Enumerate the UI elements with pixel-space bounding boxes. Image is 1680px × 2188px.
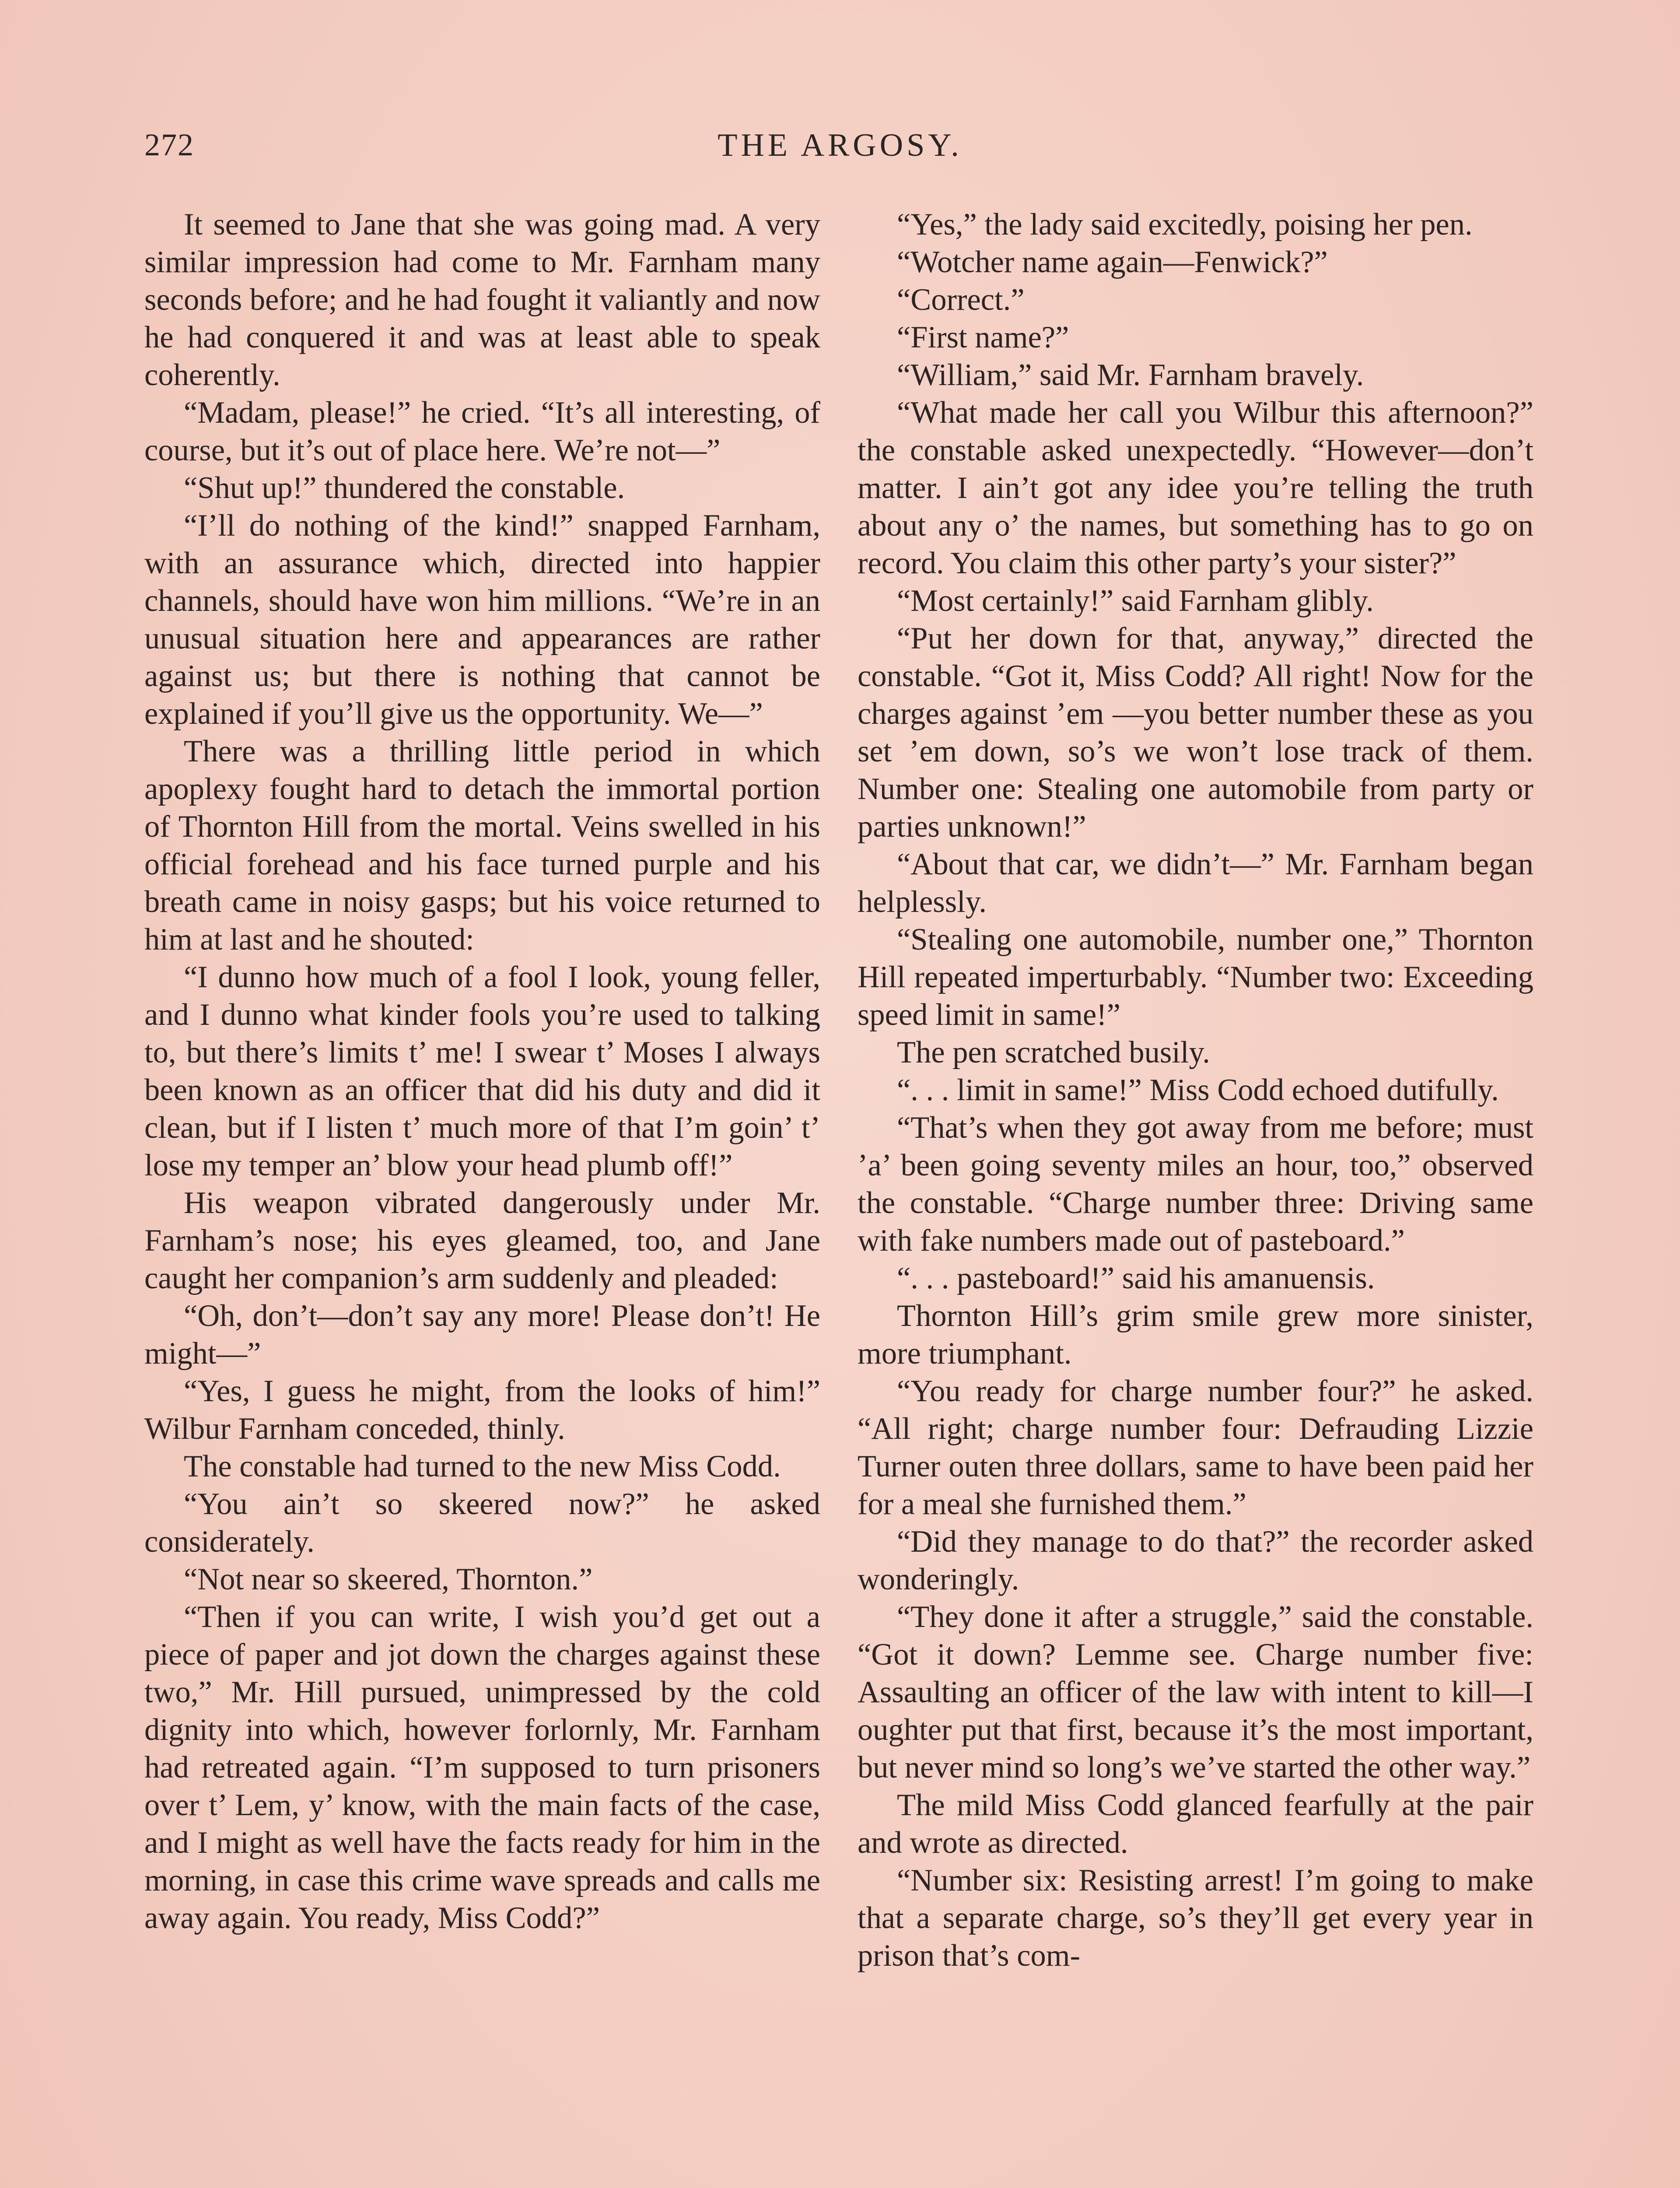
paragraph: The pen scratched busily. [897, 1035, 1210, 1069]
paragraph: “What made her call you Wilbur this afternoon?” the constable asked unexpectedly. “However—don’t matter. I ain’t got any idee you’re telling the truth about any o’ the names, but something has to go on record. You claim this other party’s your sister?” [858, 396, 1533, 580]
paragraph: “First name?” [897, 320, 1069, 354]
right-column [858, 206, 1533, 1974]
paragraph: “Yes, I guess he might, from the looks of him!” Wilbur Farnham conceded, thinly. [144, 1374, 820, 1446]
paragraph: “Yes,” the lady said excitedly, poising her pen. [897, 207, 1473, 242]
paragraph: “Oh, don’t—don’t say any more! Please don’t! He might—” [144, 1299, 820, 1371]
paragraph: “You ready for charge number four?” he asked. “All right; charge number four: Defrauding Lizzie Turner outen three dollars, same to have been paid her for a meal she furnished them.” [858, 1374, 1533, 1521]
paragraph: “. . . pasteboard!” said his amanuensis. [897, 1261, 1375, 1295]
paragraph: It seemed to Jane that she was going mad. A very similar impression had come to Mr. Farnham many seconds before; and he had fought it valiantly and now he had conquered it and was at least able to speak coherently. [144, 207, 820, 392]
paragraph: “. . . limit in same!” Miss Codd echoed dutifully. [897, 1073, 1499, 1107]
paragraph: “Shut up!” thundered the constable. [184, 471, 625, 505]
page-number: 272 [144, 127, 194, 162]
paragraph: “Number six: Resisting arrest! I’m going to make that a separate charge, so’s they’ll get every year in prison that’s com- [858, 1863, 1533, 1973]
paragraph: “Put her down for that, anyway,” directed the constable. “Got it, Miss Codd? All right! Now for the charges against ’em —you better number these as you set ’em down, so’s we won’t lose track of them. Number one: Stealing one automobile from party or parties unknown!” [858, 621, 1533, 844]
paragraph: “Correct.” [897, 283, 1025, 317]
paragraph: “Most certainly!” said Farnham glibly. [897, 584, 1374, 618]
paragraph: “William,” said Mr. Farnham bravely. [897, 358, 1364, 392]
paragraph: “Then if you can write, I wish you’d get out a piece of paper and jot down the charges against these two,” Mr. Hill pursued, unimpressed by the cold dignity into which, however forlornly, Mr. Farnham had retreated again. “I’m supposed to turn prisoners over t’ Lem, y’ know, with the main facts of the case, and I might as well have the facts ready for him in the morning, in case this crime wave spreads and calls me away again. You ready, Miss Codd?” [144, 1600, 820, 1935]
paragraph: “About that car, we didn’t—” Mr. Farnham began helplessly. [858, 847, 1533, 919]
paragraph: His weapon vibrated dangerously under Mr. Farnham’s nose; his eyes gleamed, too, and Jane caught her companion’s arm suddenly and pleaded: [144, 1186, 820, 1295]
paragraph: “Wotcher name again—Fenwick?” [897, 245, 1328, 279]
paragraph: “Madam, please!” he cried. “It’s all interesting, of course, but it’s out of place here. We’re not—” [144, 396, 820, 467]
paragraph: Thornton Hill’s grim smile grew more sinister, more triumphant. [858, 1299, 1533, 1371]
paragraph: The mild Miss Codd glanced fearfully at the pair and wrote as directed. [858, 1788, 1533, 1860]
paragraph: The constable had turned to the new Miss Codd. [184, 1449, 781, 1483]
paragraph: “That’s when they got away from me before; must ’a’ been going seventy miles an hour, too,” observed the constable. “Charge number three: Driving same with fake numbers made out of pasteboard.” [858, 1111, 1533, 1258]
left-column [144, 206, 820, 1937]
page-header [144, 127, 1536, 179]
paragraph: “Stealing one automobile, number one,” Thornton Hill repeated imperturbably. “Number two: Exceeding speed limit in same!” [858, 922, 1533, 1032]
paragraph: There was a thrilling little period in which apoplexy fought hard to detach the immortal portion of Thornton Hill from the mortal. Veins swelled in his official forehead and his face turned purple and his breath came in noisy gasps; but his voice returned to him at last and he shouted: [144, 734, 820, 957]
paragraph: “Not near so skeered, Thornton.” [184, 1562, 593, 1596]
paragraph: “I’ll do nothing of the kind!” snapped Farnham, with an assurance which, directed into happier channels, should have won him millions. “We’re in an unusual situation here and appearances are rather against us; but there is nothing that cannot be explained if you’ll give us the opportunity. We—” [144, 508, 820, 731]
paragraph: “I dunno how much of a fool I look, young feller, and I dunno what kinder fools you’re used to talking to, but there’s limits t’ me! I swear t’ Moses I always been known as an officer that did his duty and did it clean, but if I listen t’ much more of that I’m goin’ t’ lose my temper an’ blow your head plumb off!” [144, 960, 820, 1182]
paragraph: “They done it after a struggle,” said the constable. “Got it down? Lemme see. Charge number five: Assaulting an officer of the law with intent to kill—I oughter put that first, because it’s the most important, but never mind so long’s we’ve started the other way.” [858, 1600, 1533, 1785]
running-head: THE ARGOSY. [718, 127, 962, 163]
paragraph: “Did they manage to do that?” the recorder asked wonderingly. [858, 1525, 1533, 1596]
paragraph: “You ain’t so skeered now?” he asked considerately. [144, 1487, 820, 1559]
